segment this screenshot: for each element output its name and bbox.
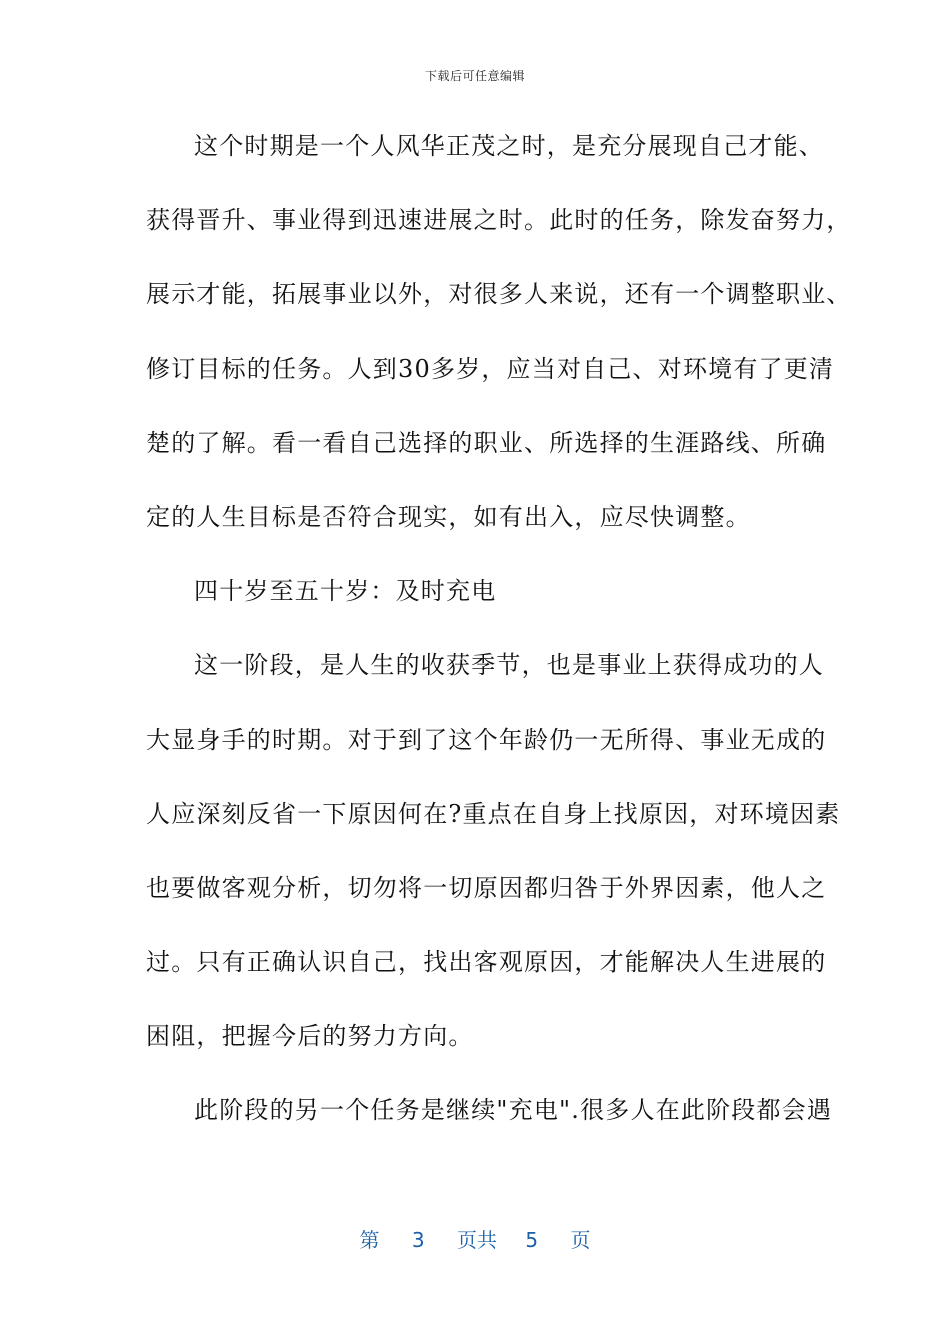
paragraph-line: 人应深刻反省一下原因何在?重点在自身上找原因，对环境因素 (146, 799, 841, 828)
footer-middle: 页共 (457, 1228, 497, 1252)
paragraph-line: 修订目标的任务。人到30多岁，应当对自己、对环境有了更清 (146, 354, 835, 383)
paragraph-line: 此阶段的另一个任务是继续"充电".很多人在此阶段都会遇 (194, 1096, 833, 1125)
footer-prefix: 第 (359, 1228, 380, 1252)
paragraph-line: 大显身手的时期。对于到了这个年龄仍一无所得、事业无成的 (146, 725, 827, 754)
paragraph-line: 这一阶段，是人生的收获季节，也是事业上获得成功的人 (194, 651, 824, 680)
paragraph-line: 展示才能，拓展事业以外，对很多人来说，还有一个调整职业、 (146, 280, 852, 309)
paragraph-line: 楚的了解。看一看自己选择的职业、所选择的生涯路线、所确 (146, 428, 827, 457)
paragraph-line: 过。只有正确认识自己，找出客观原因，才能解决人生进展的 (146, 948, 827, 977)
body-text (146, 118, 852, 1157)
current-page-number: 3 (411, 1228, 425, 1252)
paragraph-line: 这个时期是一个人风华正茂之时，是充分展现自己才能、 (194, 132, 824, 160)
header-note: 下载后可任意编辑 (424, 69, 525, 83)
paragraph-line: 也要做客观分析，切勿将一切原因都归咎于外界因素，他人之 (146, 873, 827, 902)
footer-suffix: 页 (570, 1228, 591, 1252)
total-pages-number: 5 (525, 1228, 539, 1252)
section-heading: 四十岁至五十岁：及时充电 (194, 577, 497, 606)
paragraph-line: 定的人生目标是否符合现实，如有出入，应尽快调整。 (146, 502, 751, 531)
page-footer (0, 1224, 950, 1253)
paragraph-line: 获得晋升、事业得到迅速进展之时。此时的任务，除发奋努力， (146, 206, 852, 235)
paragraph-line: 困阻，把握今后的努力方向。 (146, 1022, 474, 1051)
